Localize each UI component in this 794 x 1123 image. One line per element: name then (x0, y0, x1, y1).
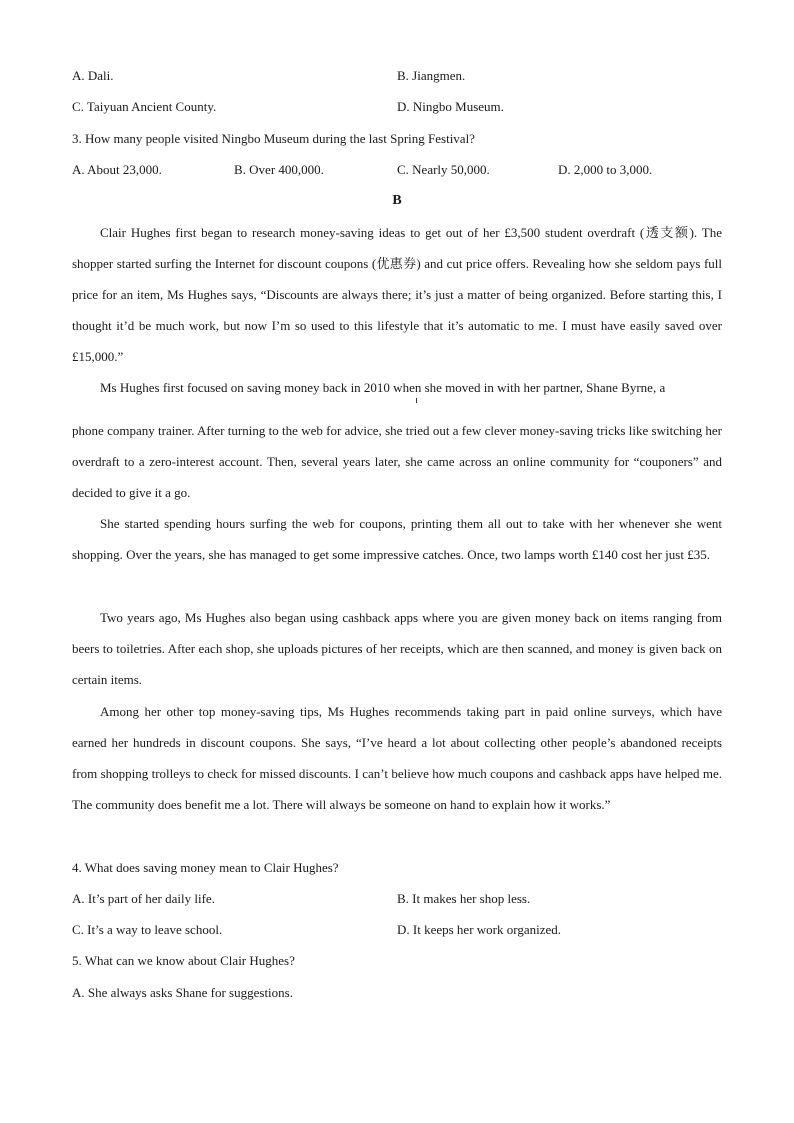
q2-option-d: D. Ningbo Museum. (397, 99, 504, 114)
q5-question: 5. What can we know about Clair Hughes? (72, 953, 295, 968)
q3-option-a: A. About 23,000. (72, 162, 162, 177)
paragraph-5-text: Among her other top money-saving tips, Ms Hughes recommends taking part in paid online surveys, which have earned her hundreds in discount coupons. She says, “I’ve heard a lot about collecting other people’s abandoned receipts from shopping trolleys to check for missed discounts. I can’t believe how much coupons and cashback apps have helped me. The community does benefit me a lot. There will always be someone on hand to explain how it works.” (72, 704, 722, 812)
passage-paragraph-4 (72, 602, 722, 695)
q3-option-d: D. 2,000 to 3,000. (558, 162, 653, 177)
q4-question: 4. What does saving money mean to Clair Hughes? (72, 860, 339, 875)
passage-paragraph-1 (72, 217, 722, 372)
q3-question: 3. How many people visited Ningbo Museum during the last Spring Festival? (72, 131, 475, 146)
passage-paragraph-3 (72, 508, 722, 570)
q4-option-a: A. It’s part of her daily life. (72, 891, 215, 906)
q4-option-c: C. It’s a way to leave school. (72, 922, 223, 937)
paragraph-1-text: Clair Hughes first began to research money-saving ideas to get out of her £3,500 student overdraft (透支额). The shopper started surfing the Internet for discount coupons (优惠券) and cut price offers. Revealing how she seldom pays full price for an item, Ms Hughes says, “Discounts are always there; it’s just a matter of being organized. Before starting this, I thought it’d be much work, but now I’m so used to this lifestyle that it’s automatic to me. I must have easily saved over £15,000.” (72, 225, 722, 364)
section-b-heading: B (392, 193, 402, 208)
q2-option-c: C. Taiyuan Ancient County. (72, 99, 217, 114)
q4-option-d: D. It keeps her work organized. (397, 922, 562, 937)
passage-paragraph-2-line-1: Ms Hughes first focused on saving money back in 2010 when she moved in with her partner, Shane Byrne, a (100, 380, 666, 395)
q3-option-c: C. Nearly 50,000. (397, 162, 490, 177)
passage-paragraph-2: phone company trainer. After turning to the web for advice, she tried out a few clever money-saving tricks like switching her overdraft to a zero-interest account. Then, several years later, she came across an online community for “couponers” and decided to give it a go. (72, 423, 722, 500)
q5-option-a: A. She always asks Shane for suggestions. (72, 985, 293, 1000)
edit-mark (416, 398, 417, 403)
passage-paragraph-5 (72, 696, 722, 820)
paragraph-4-text: Two years ago, Ms Hughes also began using cashback apps where you are given money back on items ranging from beers to toiletries. After each shop, she uploads pictures of her receipts, which are then scanned, and money is given back on certain items. (72, 610, 722, 687)
q4-option-b: B. It makes her shop less. (397, 891, 531, 906)
q3-option-b: B. Over 400,000. (234, 162, 324, 177)
q2-option-b: B. Jiangmen. (397, 68, 466, 83)
paragraph-3-text: She started spending hours surfing the web for coupons, printing them all out to take with her whenever she went shopping. Over the years, she has managed to get some impressive catches. Once, two lamps worth £140 cost her just £35. (72, 516, 722, 562)
q2-option-a: A. Dali. (72, 68, 114, 83)
